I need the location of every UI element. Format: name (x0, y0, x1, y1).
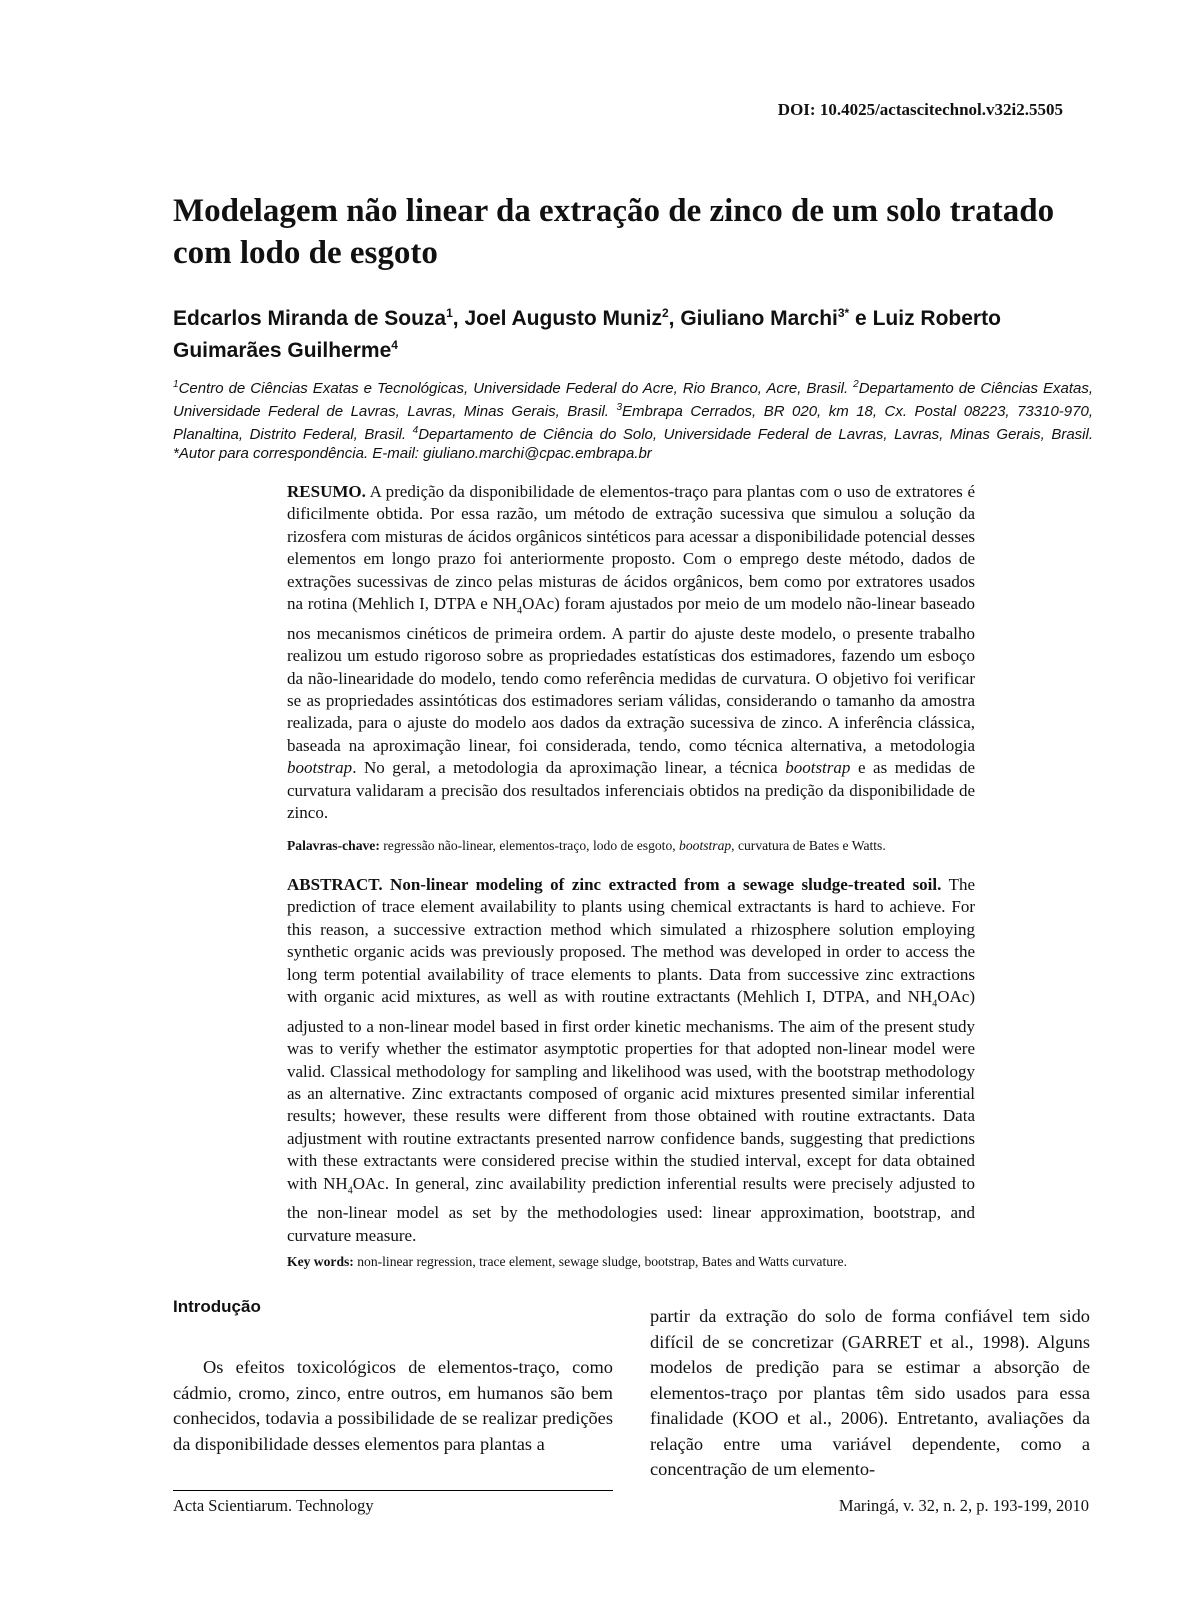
keywords-text: , curvatura de Bates e Watts. (731, 838, 886, 853)
affil-text: Departamento de Ciência do Solo, Universidade Federal de Lavras, Lavras, Minas Gerais, Brasil. *Autor para correspondência. E-mail: giuliano.marchi@cpac.embrapa.br (173, 426, 1093, 462)
author-sep: , (668, 307, 681, 330)
footer-journal: Acta Scientiarum. Technology (173, 1496, 374, 1515)
keywords-label: Palavras-chave: (287, 838, 380, 853)
affil-sup: 2 (853, 379, 859, 390)
author-name: Joel Augusto Muniz (464, 307, 662, 330)
keywords-text: non-linear regression, trace element, sewage sludge, bootstrap, Bates and Watts curvature. (353, 1254, 847, 1269)
subscript: 4 (347, 1185, 353, 1197)
body-column-right: partir da extração do solo de forma confiável tem sido difícil de se concretizar (GARRET et al., 1998). Alguns modelos de predição para se estimar a absorção de elementos-traço por plantas têm sido usados para essa finalidade (KOO et al., 2006). Entretanto, avaliações da relação entre uma variável dependente, como a concentração de um elemento- (650, 1306, 1090, 1479)
subscript: 4 (517, 605, 523, 617)
author-name: Giuliano Marchi (680, 307, 838, 330)
keywords-label: Key words: (287, 1254, 354, 1269)
author-list (173, 300, 1113, 364)
abstract-text: The prediction of trace element availability to plants using chemical extractants is hard to achieve. For this reason, a successive extraction method which simulated a rhizosphere solution employing synthetic organic acids was previously proposed. The method was developed in order to access the long term potential availability of trace elements to plants. Data from successive zinc extractions with organic acid mixtures, as well as with routine extractants (Mehlich I, DTPA, and NH (287, 875, 976, 1007)
author-name: Luiz Roberto Guimarães Guilherme (173, 307, 1001, 362)
abstract-text: OAc. In general, zinc availability prediction inferential results were precisely adjusted to the non-linear model as set by the methodologies used: linear approximation, bootstrap, and curvature measure. (287, 1173, 975, 1245)
keywords-en (287, 1253, 987, 1271)
abstract-label: ABSTRACT. Non-linear modeling of zinc extracted from a sewage sludge-treated soil. (287, 875, 942, 894)
affil-sup: 3 (616, 402, 622, 413)
abstract-text: OAc) adjusted to a non-linear model based in first order kinetic mechanisms. The aim of the present study was to verify whether the estimator asymptotic properties for that adopted non-linear model were valid. Classical methodology for sampling and likelihood was used, with the bootstrap methodology as an alternative. Zinc extractants composed of organic acid mixtures presented similar inferential results; however, these results were different from those obtained with routine extractants. Data adjustment with routine extractants presented narrow confidence bands, suggesting that predictions with these extractants were considered precise within the studied interval, except for data obtained with NH (287, 987, 975, 1193)
affil-text: Departamento de Ciências Exatas, Universidade Federal de Lavras, Lavras, Minas Gerais, Brasil. (173, 380, 1093, 420)
italic-term: bootstrap (287, 758, 353, 778)
english-abstract (287, 874, 975, 1247)
author-sup: 3* (837, 306, 850, 320)
resumo-text: A predição da disponibilidade de elementos-traço para plantas com o uso de extratores é dificilmente obtida. Por essa razão, um método de extração sucessiva que simulou a solução da rizosfera com misturas de ácidos orgânicos sintéticos para acessar a disponibilidade potencial desses elementos em longo prazo foi anteriormente proposto. Com o emprego deste método, dados de extrações sucessivas de zinco pelas misturas de ácidos orgânicos, bem como por extratores usados na rotina (Mehlich I, DTPA e NH (287, 482, 975, 614)
author-name: Edcarlos Miranda de Souza (173, 307, 447, 330)
italic-term: bootstrap (679, 838, 732, 853)
body-column-left: Os efeitos toxicológicos de elementos-traço, como cádmio, cromo, zinco, entre outros, em humanos são bem conhecidos, todavia a possibilidade de se realizar predições da disponibilidade desses elementos para plantas a (173, 1357, 613, 1454)
affil-sup: 1 (173, 379, 179, 390)
footer-divider (173, 1490, 613, 1491)
resumo-text: . No geral, a metodologia da aproximação linear, a técnica (352, 758, 786, 778)
doi: DOI: 10.4025/actascitechnol.v32i2.5505 (777, 100, 1063, 119)
paper-title: Modelagem não linear da extração de zinco de um solo tratado com lodo de esgoto (173, 193, 1055, 271)
resumo-label: RESUMO. (287, 482, 366, 501)
author-sep: , (452, 307, 465, 330)
footer-citation: Maringá, v. 32, n. 2, p. 193-199, 2010 (838, 1496, 1089, 1515)
resumo-text: OAc) foram ajustados por meio de um modelo não-linear baseado nos mecanismos cinéticos de primeira ordem. A partir do ajuste deste modelo, o presente trabalho realizou um estudo rigoroso sobre as propriedades estatísticas dos estimadores, fazendo um esboço da não-linearidade do modelo, tendo como referência medidas de curvatura. O objetivo foi verificar se as propriedades assintóticas dos estimadores seriam válidas, considerando o tamanho da amostra realizada, para o ajuste do modelo aos dados da extração sucessiva de zinco. A inferência clássica, baseada na aproximação linear, foi considerada, tendo, como técnica alternativa, a metodologia (287, 594, 975, 755)
keywords-pt (287, 837, 987, 855)
keywords-text: regressão não-linear, elementos-traço, lodo de esgoto, (379, 838, 680, 853)
affil-text: Embrapa Cerrados, BR 020, km 18, Cx. Postal 08223, 73310-970, Planaltina, Distrito Federal, Brasil. (173, 403, 1093, 443)
author-sup: 4 (391, 338, 398, 352)
resumo-abstract (287, 481, 975, 824)
author-sup: 2 (661, 306, 669, 320)
section-heading-introducao: Introdução (173, 1297, 261, 1316)
affil-sup: 4 (412, 425, 419, 436)
author-sep: e (849, 307, 873, 330)
resumo-text: e as medidas de curvatura validaram a precisão dos resultados inferenciais obtidos na predição da disponibilidade de zinco. (287, 758, 975, 823)
italic-term: bootstrap (785, 758, 851, 778)
affil-text: Centro de Ciências Exatas e Tecnológicas, Universidade Federal do Acre, Rio Branco, Acre, Brasil. (178, 380, 854, 397)
affiliations (173, 375, 1093, 463)
author-sup: 1 (446, 306, 453, 320)
subscript: 4 (932, 998, 938, 1010)
